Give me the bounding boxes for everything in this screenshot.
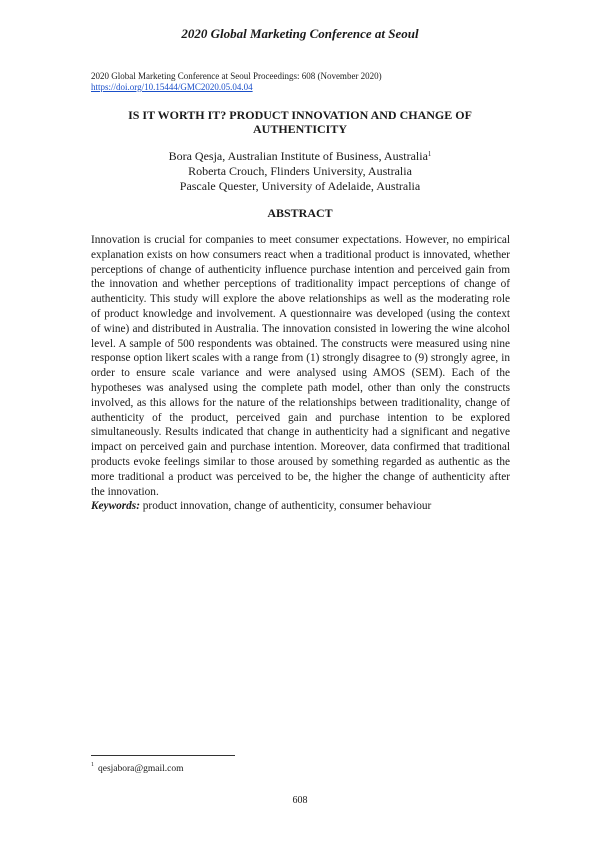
keywords-text: product innovation, change of authenticity, consumer behaviour: [142, 500, 432, 512]
doi-link[interactable]: https://doi.org/10.15444/GMC2020.05.04.04: [91, 82, 253, 92]
keywords: [91, 499, 510, 514]
footnote-divider: [91, 755, 235, 756]
author-1-footnote-mark: 1: [427, 150, 432, 158]
footnote-mark: 1: [91, 762, 94, 768]
paper-title: [91, 108, 509, 136]
author-2: Roberta Crouch, Flinders University, Australia: [188, 164, 412, 178]
paper-title-line-2: AUTHENTICITY: [252, 122, 348, 136]
author-1-text: Bora Qesja, Australian Institute of Business, Australia: [168, 149, 428, 163]
author-3: Pascale Quester, University of Adelaide, Australia: [179, 179, 421, 193]
proceedings-citation: 2020 Global Marketing Conference at Seoul Proceedings: 608 (November 2020): [91, 71, 382, 81]
conference-header: 2020 Global Marketing Conference at Seoul: [181, 26, 419, 41]
abstract-heading: ABSTRACT: [267, 206, 333, 220]
proceedings-info: [91, 71, 382, 93]
author-1: [91, 149, 509, 164]
footnote: [91, 764, 184, 774]
abstract-body: Innovation is crucial for companies to meet consumer expectations. However, no empirical explanation exists on how consumers react when a traditional product is innovated, whether perceptions of change of authenticity influence purchase intention and perceived gain from the innovation and whether perceptions of traditionality impact perceptions of change of authenticity. This study will explore the above relationships as well as the moderating role of product knowledge and involvement. A questionnaire was developed (using the context of wine) and distributed in Australia. The innovation consisted in lowering the wine alcohol level. A sample of 500 respondents was obtained. The constructs were measured using nine response option likert scales with a range from (1) strongly disagree to (9) strongly agree, in order to ensure scale variance and were analysed using AMOS (SEM). Each of the hypotheses was analysed using the complete path model, other than only the constructs involved, as this allows for the nature of the relationships between traditionality, change of authenticity of the product, perceived gain and purchase intention to be explored simultaneously. Results indicated that change in authenticity had a significant and negative impact on perceived gain and purchase intention. Moreover, data confirmed that traditional products evoke feelings similar to those aroused by something regarded as authentic as the more traditional a product was perceived to be, the higher the change of authenticity after the innovation.: [91, 234, 510, 498]
keywords-label: Keywords:: [91, 500, 140, 512]
paper-title-line-1: IS IT WORTH IT? PRODUCT INNOVATION AND CHANGE OF: [128, 108, 472, 122]
footnote-email: qesjabora@gmail.com: [98, 764, 184, 774]
author-list: [91, 149, 509, 194]
page-number: 608: [292, 795, 308, 806]
